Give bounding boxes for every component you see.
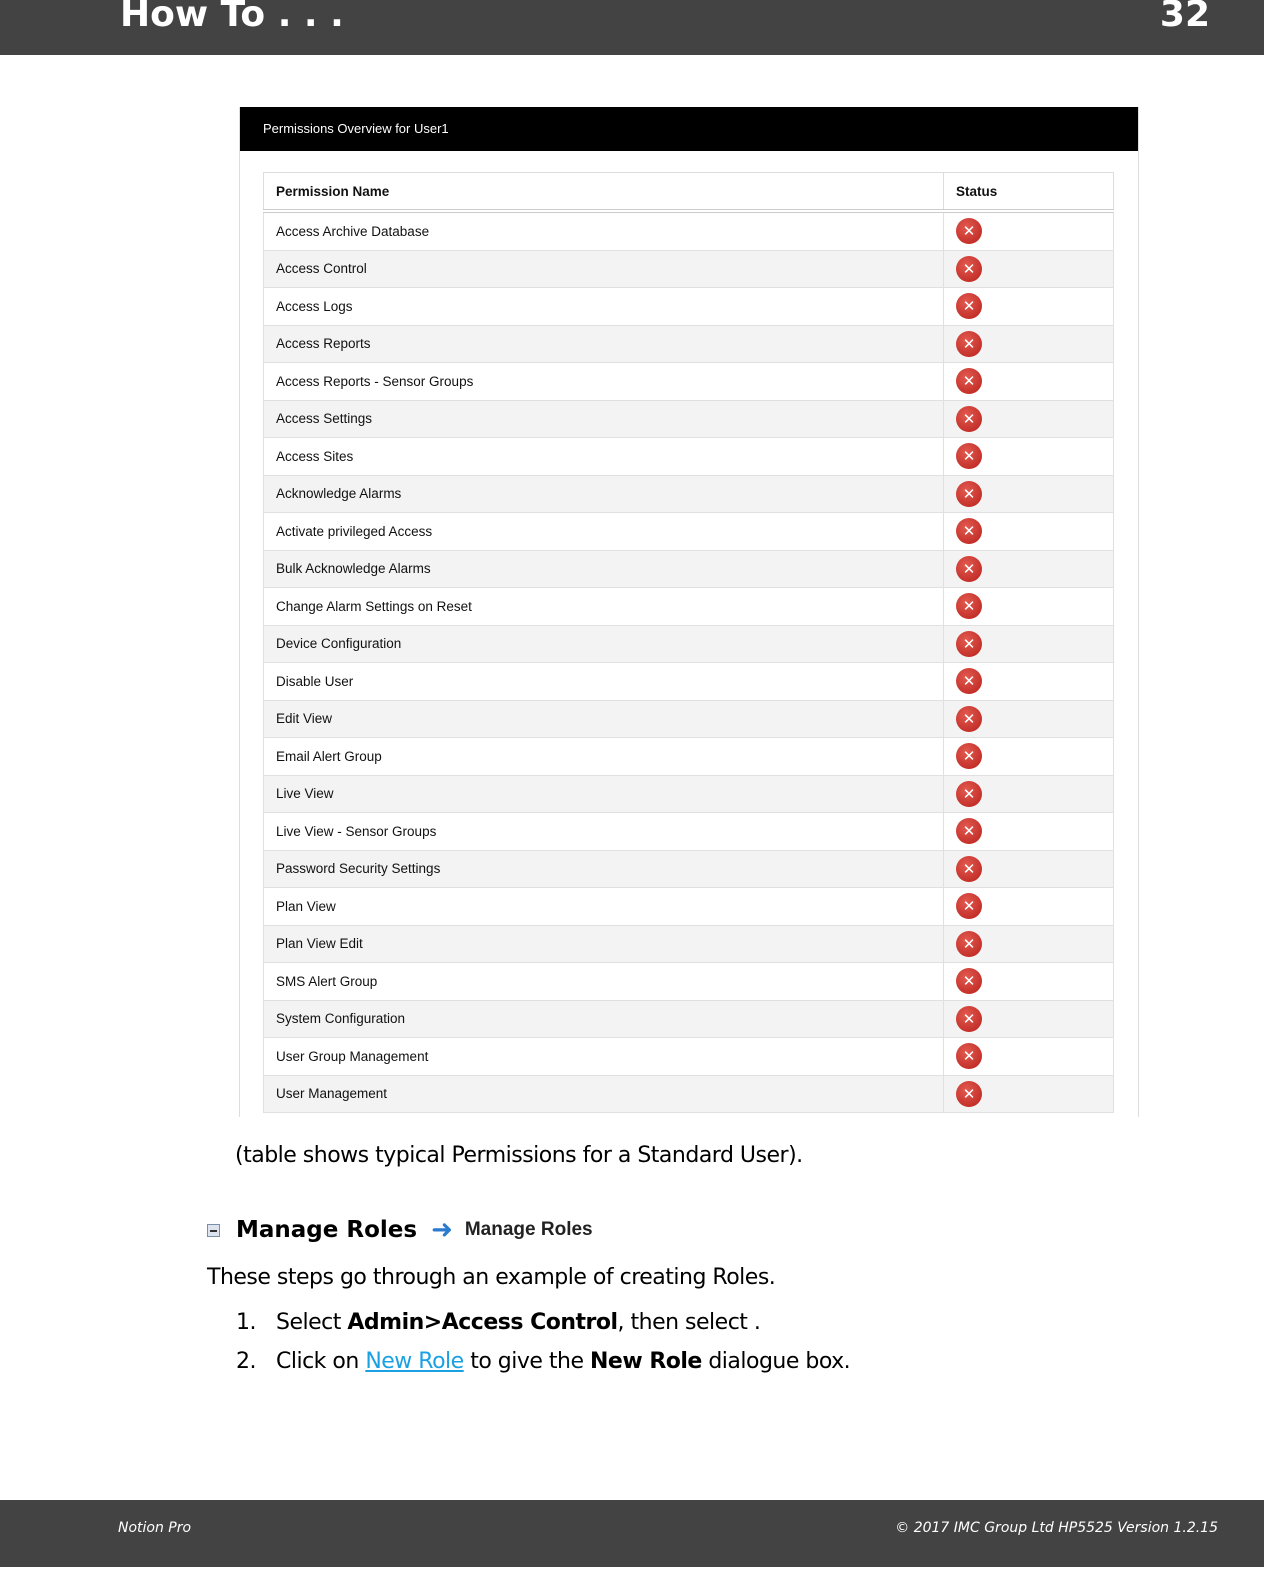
permission-name: Access Sites: [264, 438, 944, 476]
step-2: [236, 1349, 850, 1374]
denied-icon: ✕: [956, 631, 982, 657]
column-header-status: Status: [944, 173, 1114, 212]
denied-icon: ✕: [956, 218, 982, 244]
table-row: [264, 738, 1114, 776]
denied-icon: ✕: [956, 781, 982, 807]
step-text: Click on: [276, 1349, 366, 1374]
column-header-permission: Permission Name: [264, 173, 944, 212]
permission-name: Access Archive Database: [264, 211, 944, 250]
table-row: [264, 925, 1114, 963]
table-row: [264, 625, 1114, 663]
permission-name: Plan View: [264, 888, 944, 926]
intro-text: These steps go through an example of creating Roles.: [207, 1265, 776, 1290]
permission-name: Activate privileged Access: [264, 513, 944, 551]
table-row: [264, 438, 1114, 476]
denied-icon: ✕: [956, 593, 982, 619]
table-row: [264, 888, 1114, 926]
table-row: [264, 475, 1114, 513]
section-title: Manage Roles: [236, 1217, 418, 1243]
permission-name: User Group Management: [264, 1038, 944, 1076]
permission-name: Access Control: [264, 250, 944, 288]
panel-title: Permissions Overview for User1: [240, 107, 1138, 151]
denied-icon: ✕: [956, 1081, 982, 1107]
table-row: [264, 813, 1114, 851]
page-header: [0, 0, 1264, 55]
table-row: [264, 963, 1114, 1001]
denied-icon: ✕: [956, 668, 982, 694]
status-cell: [944, 738, 1114, 776]
status-cell: [944, 1000, 1114, 1038]
denied-icon: ✕: [956, 406, 982, 432]
step-bold: Admin>Access Control: [347, 1310, 618, 1335]
table-row: [264, 588, 1114, 626]
section-heading: [207, 1215, 593, 1245]
permission-name: Email Alert Group: [264, 738, 944, 776]
denied-icon: ✕: [956, 1006, 982, 1032]
step-bold: New Role: [590, 1349, 702, 1374]
table-row: [264, 1075, 1114, 1113]
footer-copyright: © 2017 IMC Group Ltd HP5525 Version 1.2.15: [895, 1520, 1218, 1536]
permission-name: Access Reports: [264, 325, 944, 363]
status-cell: [944, 513, 1114, 551]
permissions-table: [263, 172, 1114, 1113]
permission-name: Bulk Acknowledge Alarms: [264, 550, 944, 588]
table-row: [264, 325, 1114, 363]
status-cell: [944, 475, 1114, 513]
collapse-icon[interactable]: [207, 1224, 220, 1237]
step-text: to give the: [463, 1349, 590, 1374]
status-cell: [944, 588, 1114, 626]
denied-icon: ✕: [956, 818, 982, 844]
denied-icon: ✕: [956, 293, 982, 319]
permissions-screenshot: [239, 107, 1139, 1117]
permission-name: Live View: [264, 775, 944, 813]
status-cell: [944, 813, 1114, 851]
status-cell: [944, 363, 1114, 401]
step-text: , then select .: [617, 1310, 761, 1335]
status-cell: [944, 963, 1114, 1001]
status-cell: [944, 700, 1114, 738]
denied-icon: ✕: [956, 368, 982, 394]
table-row: [264, 1000, 1114, 1038]
permission-name: Access Settings: [264, 400, 944, 438]
permission-name: Disable User: [264, 663, 944, 701]
new-role-link[interactable]: New Role: [365, 1349, 464, 1374]
denied-icon: ✕: [956, 481, 982, 507]
permission-name: Change Alarm Settings on Reset: [264, 588, 944, 626]
status-cell: [944, 625, 1114, 663]
step-text: Select: [276, 1310, 348, 1335]
table-row: [264, 250, 1114, 288]
table-row: [264, 288, 1114, 326]
table-row: [264, 1038, 1114, 1076]
denied-icon: ✕: [956, 893, 982, 919]
step-number: 2.: [236, 1349, 256, 1374]
step-1: [236, 1310, 760, 1335]
denied-icon: ✕: [956, 556, 982, 582]
table-row: [264, 550, 1114, 588]
table-row: [264, 400, 1114, 438]
permission-name: Password Security Settings: [264, 850, 944, 888]
denied-icon: ✕: [956, 256, 982, 282]
permission-name: SMS Alert Group: [264, 963, 944, 1001]
step-number: 1.: [236, 1310, 256, 1335]
denied-icon: ✕: [956, 331, 982, 357]
permission-name: User Management: [264, 1075, 944, 1113]
status-cell: [944, 211, 1114, 250]
denied-icon: ✕: [956, 856, 982, 882]
permission-name: Acknowledge Alarms: [264, 475, 944, 513]
denied-icon: ✕: [956, 931, 982, 957]
status-cell: [944, 1038, 1114, 1076]
status-cell: [944, 250, 1114, 288]
header-title: How To . . .: [120, 0, 344, 35]
permission-name: Access Logs: [264, 288, 944, 326]
status-cell: [944, 850, 1114, 888]
manage-roles-label: Manage Roles: [464, 1219, 593, 1240]
status-cell: [944, 663, 1114, 701]
table-row: [264, 211, 1114, 250]
table-row: [264, 700, 1114, 738]
page-footer: [0, 1500, 1264, 1567]
permission-name: Access Reports - Sensor Groups: [264, 363, 944, 401]
table-row: [264, 363, 1114, 401]
step-text: dialogue box.: [701, 1349, 851, 1374]
status-cell: [944, 325, 1114, 363]
status-cell: [944, 288, 1114, 326]
status-cell: [944, 550, 1114, 588]
table-row: [264, 850, 1114, 888]
permission-name: Edit View: [264, 700, 944, 738]
status-cell: [944, 888, 1114, 926]
denied-icon: ✕: [956, 518, 982, 544]
denied-icon: ✕: [956, 443, 982, 469]
permission-name: Live View - Sensor Groups: [264, 813, 944, 851]
denied-icon: ✕: [956, 1043, 982, 1069]
table-row: [264, 513, 1114, 551]
permission-name: Plan View Edit: [264, 925, 944, 963]
table-row: [264, 663, 1114, 701]
permission-name: System Configuration: [264, 1000, 944, 1038]
status-cell: [944, 925, 1114, 963]
status-cell: [944, 400, 1114, 438]
denied-icon: ✕: [956, 706, 982, 732]
page-number: 32: [1159, 0, 1210, 35]
denied-icon: ✕: [956, 968, 982, 994]
table-row: [264, 775, 1114, 813]
permission-name: Device Configuration: [264, 625, 944, 663]
status-cell: [944, 1075, 1114, 1113]
arrow-right-icon: ➜: [431, 1215, 453, 1245]
status-cell: [944, 775, 1114, 813]
table-caption: (table shows typical Permissions for a Standard User).: [235, 1143, 803, 1168]
status-cell: [944, 438, 1114, 476]
footer-product: Notion Pro: [118, 1520, 192, 1536]
denied-icon: ✕: [956, 743, 982, 769]
